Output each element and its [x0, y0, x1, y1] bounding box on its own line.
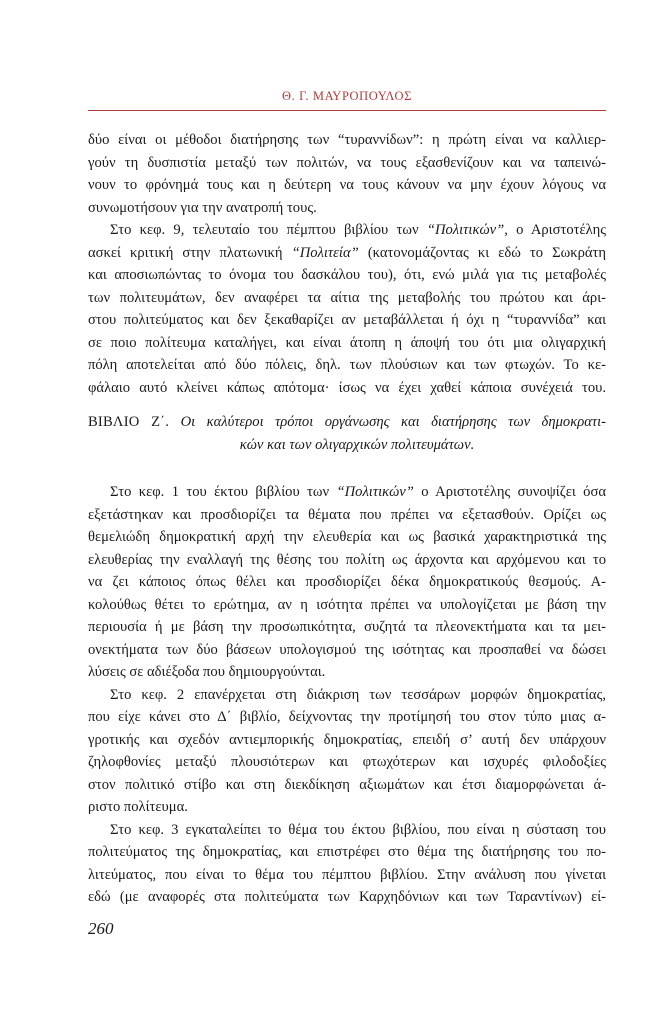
text-line: στον πολιτικό στίβο και στη διεκδίκηση αξιωμάτων και έτσι διαμορφώνεται ά- — [88, 776, 606, 793]
text-line: φάλαιο αυτό κλείνει κάπως απότομα· ίσως να έχει χαθεί κάποια συνέχειά του. — [88, 379, 606, 396]
chapter-title-continuation: κών και των ολιγαρχικών πολιτευμάτων. — [239, 437, 475, 453]
paragraph-continuation — [88, 129, 606, 219]
text-line: γροτικής και σχεδόν αντιεμπορικής δημοκρατίας, επειδή σ’ αυτή δεν υπάρχουν — [88, 731, 606, 748]
text-line: πόλη αποτελείται από δύο πόλεις, δηλ. των πλούσιων και των φτωχών. Το κε- — [88, 357, 606, 373]
text-line: Στο κεφ. 3 εγκαταλείπει το θέμα του έκτου βιβλίου, που είναι η σύσταση του — [110, 821, 606, 838]
text-line: γούν τη δυσπιστία μεταξύ των πολιτών, να τους εξασθενίζουν και να ταπεινώ- — [88, 154, 606, 171]
text-line: πολιτεύματος της δημοκρατίας, και επιστρέφει στο θέμα της διατήρησης του πο- — [88, 844, 606, 860]
text-line — [88, 242, 606, 265]
page-number: 260 — [88, 919, 114, 938]
text-line: λιτεύματος, που είναι το θέμα του πέμπτου βιβλίου. Στην ανάλυση που γίνεται — [88, 866, 606, 883]
text-line: Στο κεφ. 2 επανέρχεται στη διάκριση των τεσσάρων μορφών δημοκρατίας, — [110, 686, 606, 703]
text-line: εδώ (με αναφορές στα πολιτεύματα των Καρχηδόνιων και των Ταραντίνων) εί- — [88, 889, 606, 905]
italic-title: “Πολιτικών” — [336, 484, 414, 500]
chapter-title: Οι καλύτεροι τρόποι οργάνωσης και διατήρησης των δημοκρατι- — [180, 414, 606, 430]
text-line: κολούθως θέτει το ερώτημα, αν η ισότητα πρέπει να υπολογίζεται με βάση την — [88, 596, 606, 613]
paragraph-book-z-ch3 — [88, 819, 606, 909]
paragraph-book-z-ch1 — [88, 481, 606, 684]
text-line: σε ποιο πολίτευμα καταλήγει, και είναι άτοπη η άποψή του ότι μια ολιγαρχική — [88, 334, 606, 351]
text-line: εξετάστηκαν και προσδιορίζει τα θέματα που πρέπει να εξετασθούν. Ορίζει ως — [88, 506, 606, 523]
text-line: των πολιτευμάτων, δεν αναφέρει τα αίτια της μεταβολής του πρώτου και άρι- — [88, 289, 606, 306]
text-line: και αποσιωπώντας το όνομα του δασκάλου του), ότι, ενώ μιλά για τις μεταβολές — [88, 267, 606, 283]
text-line: δύο είναι οι μέθοδοι διατήρησης των “τυραννίδων”: η πρώτη είναι να καλλιερ- — [88, 132, 606, 148]
text-line: που είχε κάνει στο Δ΄ βιβλίο, δείχνοντας την προτίμησή του στον τύπο μιας α- — [88, 709, 606, 725]
text-line: περιουσία ή με βάση την προσωπικότητα, συζητά τα πλεονεκτήματα και τα μει- — [88, 619, 606, 635]
text-line — [88, 219, 606, 242]
text-run: , ο Αριστοτέλης — [504, 222, 606, 238]
paragraph-book-e-ch9 — [88, 219, 606, 399]
italic-title: “Πολιτεία” — [291, 244, 359, 261]
text-run: (κατονομάζοντας κι εδώ το Σωκράτη — [358, 244, 607, 261]
text-line: ριστο πολίτευμα. — [88, 799, 188, 815]
text-line: λύσεις σε αδιέξοδα που δημιουργούνται. — [88, 664, 326, 680]
text-line: ζηλοφθονίες μεταξύ πλουσιότερων και φτωχότερων και ισχυρές φιλοδοξίες — [88, 754, 606, 770]
text-line: στου πολιτεύματος και δεν ξεκαθαρίζει αν μεταβάλλεται ή όχι η “τυραννίδα” και — [88, 312, 606, 328]
chapter-heading — [88, 411, 606, 457]
italic-title: “Πολιτικών” — [426, 222, 505, 238]
text-line: θεμελιώδη δημοκρατική αρχή την ελευθερία και ως βασικά χαρακτηριστικά της — [88, 529, 606, 545]
header-rule — [88, 110, 606, 111]
text-line: νουν το φρόνημά τους και η δεύτερη να τους κάνουν να μην έχουν λόγους να — [88, 177, 606, 193]
text-run: Στο κεφ. 9, τελευταίο του πέμπτου βιβλίου των — [110, 222, 427, 238]
text-line: ελευθερίας την εναλλαγή της θέσης του πολίτη ως άρχοντα και αρχόμενου και το — [88, 551, 606, 568]
running-header: Θ. Γ. ΜΑΥΡΟΠΟΥΛΟΣ — [282, 89, 412, 103]
paragraph-book-z-ch2 — [88, 684, 606, 819]
text-line: να ζει κάποιος όπως θέλει και προσδιορίζει δέκα δημοκρατικούς θεσμούς. Α- — [88, 574, 606, 590]
text-line — [88, 481, 606, 504]
body-text — [88, 129, 606, 909]
text-run: ο Αριστοτέλης συνοψίζει όσα — [413, 484, 606, 500]
chapter-label: ΒΙΒΛΙΟ Ζ΄. — [88, 414, 170, 430]
text-run: Στο κεφ. 1 του έκτου βιβλίου των — [110, 484, 337, 500]
chapter-heading-line — [88, 411, 606, 434]
text-line: συνωμοτήσουν για την ανατροπή τους. — [88, 199, 317, 216]
text-run: ασκεί κριτική στην πλατωνική — [88, 244, 292, 261]
text-line: ονεκτήματα των δύο βάσεων υπολογισμού της ισότητας και προσπαθεί να δώσει — [88, 641, 606, 658]
